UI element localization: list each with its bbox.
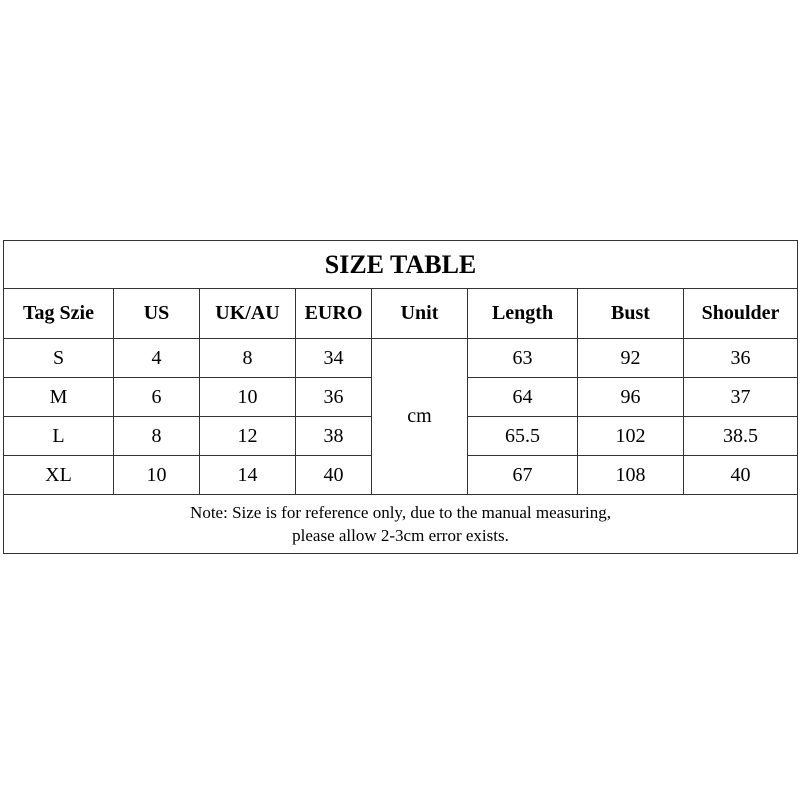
header-row	[4, 289, 798, 339]
cell-bust: 102	[578, 417, 684, 456]
title-row	[4, 241, 798, 289]
cell-unit: cm	[372, 339, 468, 495]
cell-uk-au: 10	[200, 378, 296, 417]
cell-shoulder: 36	[684, 339, 798, 378]
cell-length: 63	[468, 339, 578, 378]
cell-uk-au: 12	[200, 417, 296, 456]
cell-length: 65.5	[468, 417, 578, 456]
cell-bust: 96	[578, 378, 684, 417]
cell-bust: 108	[578, 456, 684, 495]
table-title: SIZE TABLE	[4, 241, 798, 289]
note-cell	[4, 495, 798, 554]
cell-us: 10	[114, 456, 200, 495]
header-us: US	[114, 289, 200, 339]
note-row	[4, 495, 798, 554]
header-bust: Bust	[578, 289, 684, 339]
cell-euro: 36	[296, 378, 372, 417]
cell-bust: 92	[578, 339, 684, 378]
cell-tag-size: L	[4, 417, 114, 456]
cell-us: 6	[114, 378, 200, 417]
header-euro: EURO	[296, 289, 372, 339]
cell-uk-au: 14	[200, 456, 296, 495]
note-line-2: please allow 2-3cm error exists.	[292, 526, 509, 545]
cell-tag-size: XL	[4, 456, 114, 495]
cell-us: 8	[114, 417, 200, 456]
cell-length: 64	[468, 378, 578, 417]
cell-euro: 40	[296, 456, 372, 495]
cell-shoulder: 38.5	[684, 417, 798, 456]
header-length: Length	[468, 289, 578, 339]
cell-us: 4	[114, 339, 200, 378]
table-row	[4, 339, 798, 378]
header-uk-au: UK/AU	[200, 289, 296, 339]
cell-shoulder: 40	[684, 456, 798, 495]
header-unit: Unit	[372, 289, 468, 339]
header-shoulder: Shoulder	[684, 289, 798, 339]
cell-length: 67	[468, 456, 578, 495]
cell-tag-size: M	[4, 378, 114, 417]
size-table	[3, 240, 798, 554]
note-line-1: Note: Size is for reference only, due to the manual measuring,	[190, 503, 611, 522]
cell-uk-au: 8	[200, 339, 296, 378]
cell-shoulder: 37	[684, 378, 798, 417]
header-tag-size: Tag Szie	[4, 289, 114, 339]
cell-euro: 38	[296, 417, 372, 456]
cell-euro: 34	[296, 339, 372, 378]
cell-tag-size: S	[4, 339, 114, 378]
